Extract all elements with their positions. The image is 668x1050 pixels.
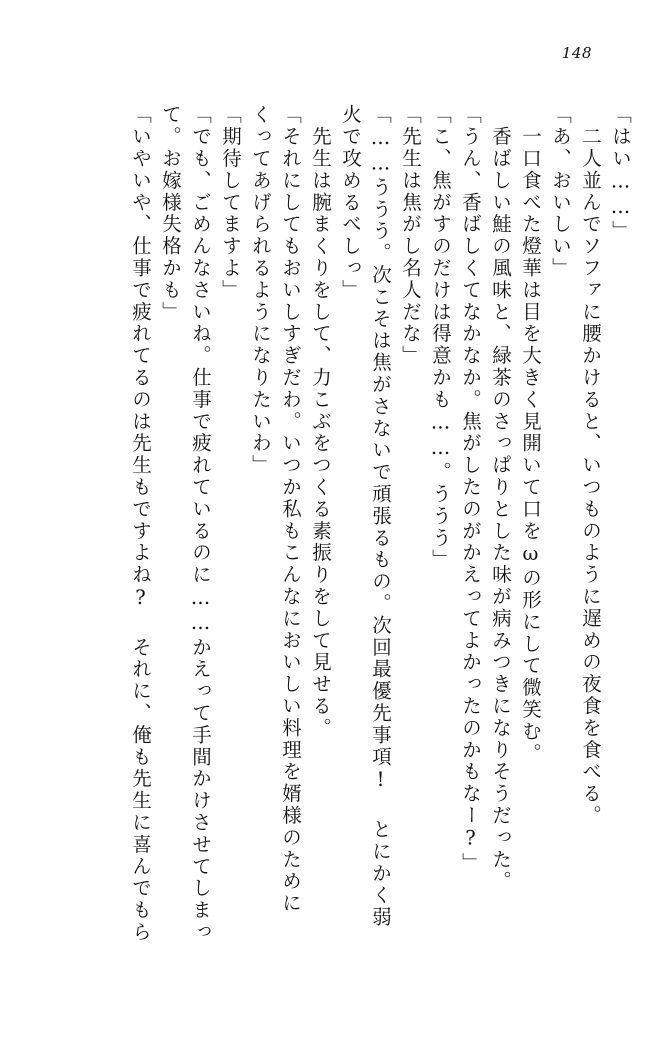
text-line: 「はい……」 [609,104,632,243]
text-line: 「うん、香ばしくてなかなか。焦がしたのがかえってよかったのかもなー?」 [459,104,482,874]
text-line: 「でも、ごめんなさいね。仕事で疲れているのに……かえって手間かけさせてしまっ [189,104,212,944]
text-line: 「期待してますよ」 [219,104,242,302]
text-line: 香ばしい鮭の風味と、緑茶のさっぱりとした味が病みつきになりそうだった。 [489,104,512,893]
text-line: 一口食べた燈華は目を大きく見開いて口をωの形にして微笑む。 [519,104,542,765]
text-line: 「こ、焦がすのだけは得意かも……。ううう」 [429,104,452,571]
text-line: 「あ、おいしい」 [549,104,572,280]
text-line: くってあげられるようになりたいわ」 [249,104,272,477]
text-line: て。お嫁様失格かも」 [159,104,182,323]
text-line: 「……ううう。次こそは焦がさないで頑張るもの。次回最優先事項! とにかく弱 [369,104,392,929]
vertical-text-block [34,104,630,1014]
text-line: 「いやいや、仕事で疲れてるのは先生もですよね? それに、俺も先生に喜んでもら [129,104,152,944]
text-line: 火で攻めるべしっ」 [339,104,362,302]
text-line: 先生は腕まくりをして、力こぶをつくる素振りをして見せる。 [309,104,332,740]
text-line: 二人並んでソファに腰かけると、いつものように遅めの夜食を食べる。 [579,104,602,827]
text-line: 「先生は焦がし名人だな」 [399,104,422,367]
text-line: 「それにしてもおいしすぎだわ。いつか私もこんなにおいしい料理を婿様のために [279,104,302,915]
page-number: 148 [561,44,592,62]
